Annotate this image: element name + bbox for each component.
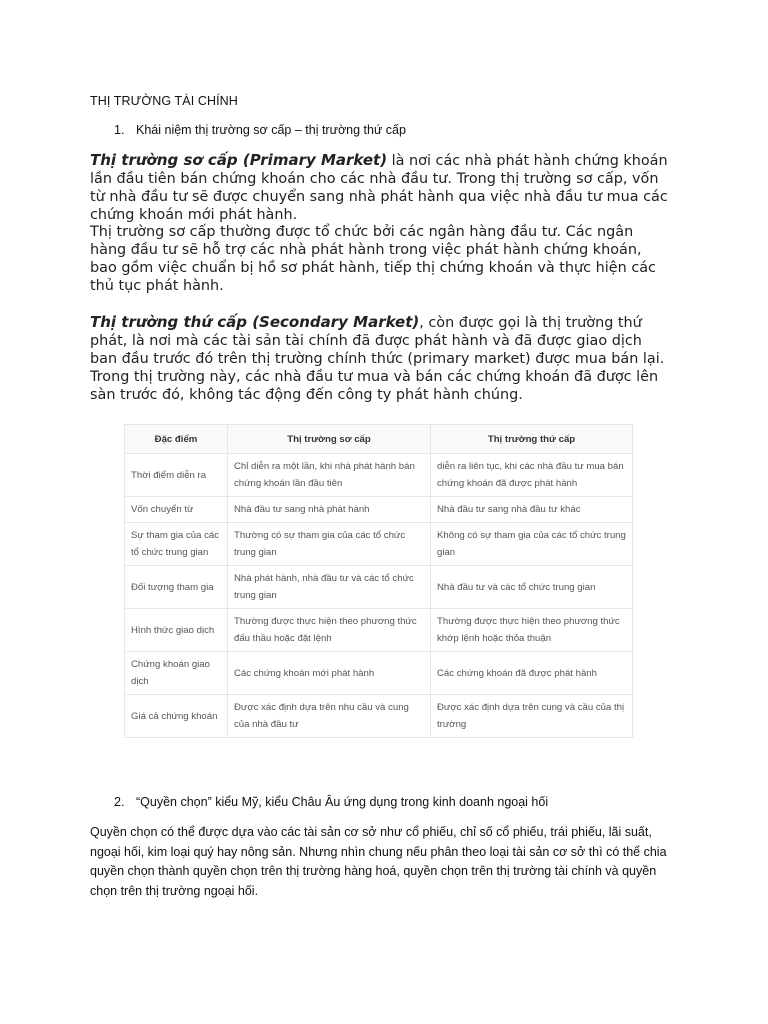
heading-text: Khái niệm thị trường sơ cấp – thị trường thứ cấp: [136, 123, 406, 137]
table-cell: Nhà phát hành, nhà đầu tư và các tổ chức trung gian: [228, 566, 431, 609]
section-heading-1: [114, 123, 406, 137]
table-cell: Thời điểm diễn ra: [125, 454, 228, 497]
page-title: THỊ TRƯỜNG TÀI CHÍNH: [90, 94, 238, 108]
table-row: [125, 497, 633, 523]
options-paragraph: Quyền chọn có thể được dựa vào các tài sản cơ sở như cổ phiếu, chỉ số cổ phiếu, trái phiếu, lãi suất, ngoại hối, kim loại quý hay nông sản. Nhưng nhìn chung nếu phân theo loại tài sản cơ sở thì có thể chia quyền chọn thành quyền chọn trên thị trường hàng hoá, quyền chọn trên thị trường tài chính và quyền chọn trên thị trường ngoại hối.: [90, 825, 667, 898]
table-cell: Giá cả chứng khoán: [125, 695, 228, 738]
table-header-cell: Đặc điểm: [125, 425, 228, 454]
table-cell: Các chứng khoán đã được phát hành: [431, 652, 633, 695]
table-cell: Hình thức giao dịch: [125, 609, 228, 652]
table-cell: Được xác định dựa trên cung và cầu của thị trường: [431, 695, 633, 738]
table-cell: Được xác định dựa trên nhu cầu và cung của nhà đầu tư: [228, 695, 431, 738]
primary-market-term: Thị trường sơ cấp (Primary Market): [90, 151, 388, 169]
table-cell: Đối tượng tham gia: [125, 566, 228, 609]
secondary-market-term: Thị trường thứ cấp (Secondary Market): [90, 313, 420, 331]
table-cell: Sự tham gia của các tổ chức trung gian: [125, 523, 228, 566]
table-cell: Nhà đầu tư sang nhà đầu tư khác: [431, 497, 633, 523]
primary-market-paragraph: [90, 151, 670, 224]
comparison-table: [124, 424, 633, 738]
table-cell: Các chứng khoán mới phát hành: [228, 652, 431, 695]
table-row: [125, 454, 633, 497]
secondary-market-paragraph: [90, 313, 670, 404]
table-header-cell: Thị trường thứ cấp: [431, 425, 633, 454]
table-row: [125, 523, 633, 566]
heading-number: 2.: [114, 795, 125, 809]
secondary-market-text: , còn được gọi là thị trường thứ phát, là nơi mà các tài sản tài chính đã được phát hành và đã được giao dịch ban đầu trước đó trên thị trường chính thức (primary market) được mua bán lại. Trong thị trường này, các nhà đầu tư mua và bán các chứng khoán đã được lên sàn trước đó, không tác động đến công ty phát hành chúng.: [90, 315, 665, 403]
table-row: [125, 652, 633, 695]
table-cell: Thường được thực hiện theo phương thức đấu thầu hoặc đặt lệnh: [228, 609, 431, 652]
table-cell: Thường được thực hiện theo phương thức khớp lệnh hoặc thỏa thuận: [431, 609, 633, 652]
table-cell: Chỉ diễn ra một lần, khi nhà phát hành bán chứng khoán lần đầu tiên: [228, 454, 431, 497]
primary-market-text: là nơi các nhà phát hành chứng khoán lần đầu tiên bán chứng khoán cho các nhà đầu tư. Trong thị trường sơ cấp, vốn từ nhà đầu tư sẽ được chuyển sang nhà phát hành qua việc nhà đầu tư mua các chứng khoán mới phát hành.: [90, 153, 668, 223]
table-cell: Không có sự tham gia của các tổ chức trung gian: [431, 523, 633, 566]
table-cell: Vốn chuyển từ: [125, 497, 228, 523]
table-cell: diễn ra liên tục, khi các nhà đầu tư mua bán chứng khoán đã được phát hành: [431, 454, 633, 497]
primary-market-paragraph-2: Thị trường sơ cấp thường được tổ chức bởi các ngân hàng đầu tư. Các ngân hàng đầu tư sẽ hỗ trợ các nhà phát hành trong việc phát hành chứng khoán, bao gồm việc chuẩn bị hồ sơ phát hành, tiếp thị chứng khoán và thực hiện các thủ tục phát hành.: [90, 224, 656, 294]
table-cell: Thường có sự tham gia của các tổ chức trung gian: [228, 523, 431, 566]
table-row: [125, 695, 633, 738]
table-row: [125, 566, 633, 609]
table-cell: Nhà đầu tư và các tổ chức trung gian: [431, 566, 633, 609]
table-row: [125, 609, 633, 652]
table-header-row: [125, 425, 633, 454]
table-cell: Nhà đầu tư sang nhà phát hành: [228, 497, 431, 523]
table-header-cell: Thị trường sơ cấp: [228, 425, 431, 454]
table-cell: Chứng khoán giao dịch: [125, 652, 228, 695]
heading-number: 1.: [114, 123, 125, 137]
section-heading-2: [114, 795, 548, 809]
heading-text: “Quyền chọn” kiểu Mỹ, kiểu Châu Âu ứng dụng trong kinh doanh ngoại hối: [136, 795, 549, 809]
